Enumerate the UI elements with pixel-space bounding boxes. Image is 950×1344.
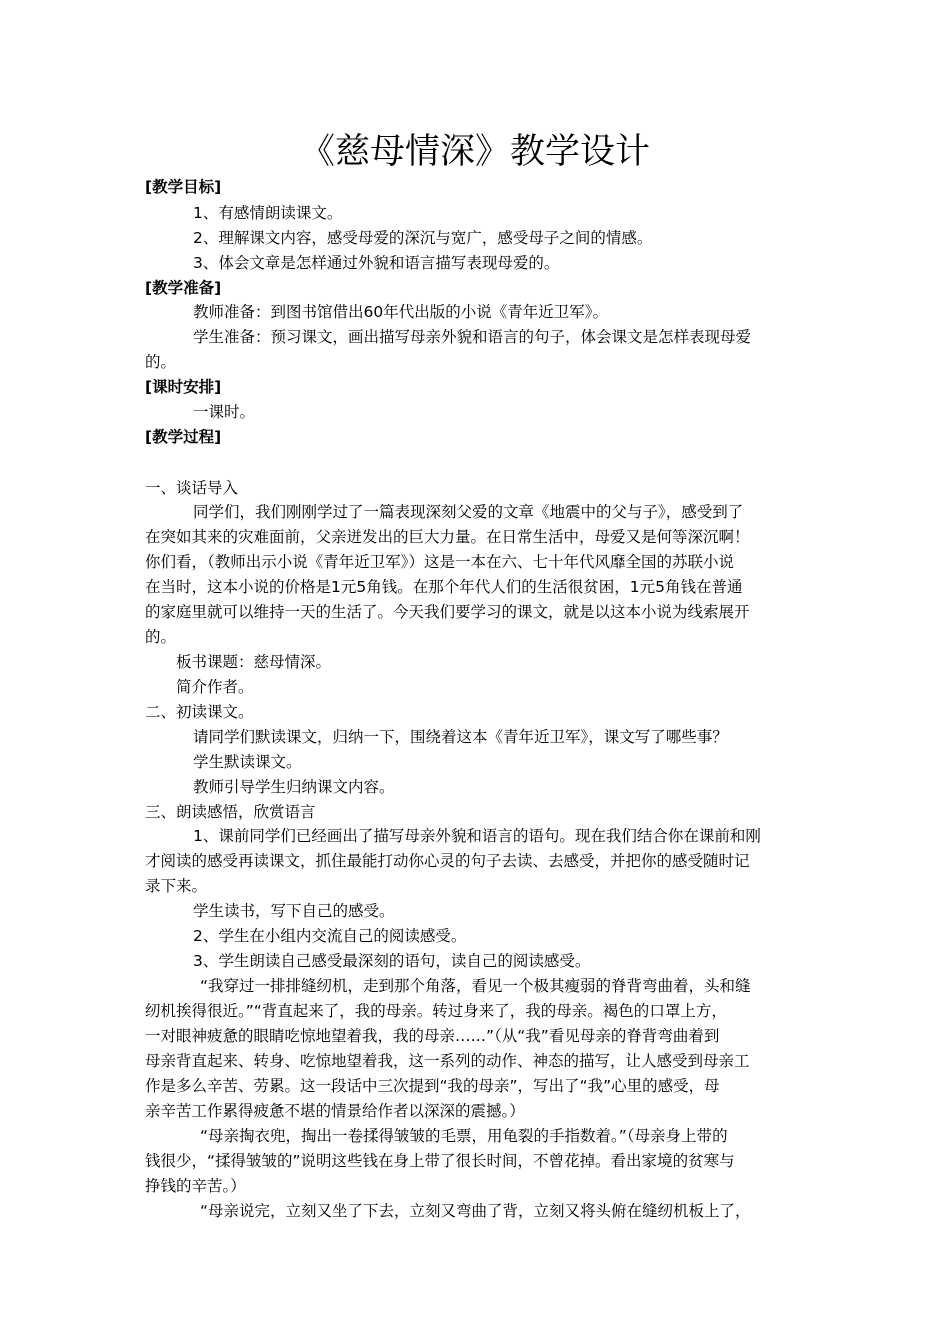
- prep-heading: [教学准备]: [145, 279, 222, 297]
- paragraph-line: 2、学生在小组内交流自己的阅读感受。: [193, 927, 467, 945]
- goal-item: 1、有感情朗读课文。: [193, 204, 343, 222]
- paragraph-line: 在突如其来的灾难面前，父亲迸发出的巨大力量。在日常生活中，母爱又是何等深沉啊！: [145, 528, 750, 546]
- paragraph-line: 你们看，（教师出示小说《青年近卫军》）这是一本在六、七十年代风靡全国的苏联小说: [145, 553, 735, 571]
- prep-student-line: 学生准备：预习课文，画出描写母亲外貌和语言的句子，体会课文是怎样表现母爱: [193, 328, 752, 346]
- author-intro: 简介作者。: [176, 678, 254, 696]
- quote-line: 钱很少，“揉得皱皱的”说明这些钱在身上带了很长时间，不曾花掉。看出家境的贫寒与: [145, 1152, 735, 1170]
- paragraph-line: 1、课前同学们已经画出了描写母亲外貌和语言的语句。现在我们结合你在课前和刚: [193, 827, 761, 845]
- page-title: 《慈母情深》教学设计: [299, 132, 650, 172]
- paragraph-line: 学生读书，写下自己的感受。: [193, 902, 395, 920]
- quote-line: 挣钱的辛苦。）: [145, 1177, 246, 1195]
- section-3-title: 三、朗读感悟，欣赏语言: [145, 803, 316, 821]
- paragraph-line: 录下来。: [145, 877, 208, 895]
- paragraph-line: 的家庭里就可以维持一天的生活了。今天我们要学习的课文，就是以这本小说为线索展开: [145, 603, 750, 621]
- quote-line: 作是多么辛苦、劳累。这一段话中三次提到“我的母亲”，写出了“我”心里的感受，母: [145, 1077, 720, 1095]
- goal-item: 2、理解课文内容，感受母爱的深沉与宽广，感受母子之间的情感。: [193, 229, 653, 247]
- section-2-title: 二、初读课文。: [145, 703, 254, 721]
- quote-line: 一对眼神疲惫的眼睛吃惊地望着我，我的母亲……”（从“我”看见母亲的脊背弯曲着到: [145, 1027, 720, 1045]
- quote-line: “我穿过一排排缝纫机，走到那个角落，看见一个极其瘦弱的脊背弯曲着，头和缝: [200, 977, 751, 995]
- quote-line: 纫机挨得很近。”“背直起来了，我的母亲。转过身来了，我的母亲。褐色的口罩上方，: [145, 1002, 727, 1020]
- schedule-heading: [课时安排]: [145, 378, 222, 396]
- section-1-title: 一、谈话导入: [145, 479, 239, 497]
- paragraph-line: 的。: [145, 628, 177, 646]
- quote-line: 母亲背直起来、转身、吃惊地望着我，这一系列的动作、神态的描写，让人感受到母亲工: [145, 1052, 750, 1070]
- goals-heading: [教学目标]: [145, 178, 222, 196]
- schedule-text: 一课时。: [193, 403, 256, 421]
- process-heading: [教学过程]: [145, 428, 222, 446]
- paragraph-line: 学生默读课文。: [193, 753, 302, 771]
- paragraph-line: 3、学生朗读自己感受最深刻的语句，读自己的阅读感受。: [193, 952, 591, 970]
- paragraph-line: 在当时，这本小说的价格是1元5角钱。在那个年代人们的生活很贫困，1元5角钱在普通: [145, 578, 743, 596]
- board-title: 板书课题：慈母情深。: [176, 653, 332, 671]
- prep-student-line: 的。: [145, 353, 177, 371]
- goal-item: 3、体会文章是怎样通过外貌和语言描写表现母爱的。: [193, 254, 560, 272]
- paragraph-line: 才阅读的感受再读课文，抓住最能打动你心灵的句子去读、去感受，并把你的感受随时记: [145, 852, 750, 870]
- paragraph-line: 请同学们默读课文，归纳一下，围绕着这本《青年近卫军》，课文写了哪些事？: [193, 728, 728, 746]
- quote-line: “母亲掏衣兜，掏出一卷揉得皱皱的毛票，用龟裂的手指数着。”（母亲身上带的: [200, 1127, 728, 1145]
- quote-line: 亲辛苦工作累得疲惫不堪的情景给作者以深深的震撼。）: [145, 1102, 525, 1120]
- quote-line: “母亲说完，立刻又坐了下去，立刻又弯曲了背，立刻又将头俯在缝纫机板上了，: [200, 1202, 751, 1220]
- paragraph-line: 教师引导学生归纳课文内容。: [193, 778, 395, 796]
- paragraph-line: 同学们，我们刚刚学过了一篇表现深刻父爱的文章《地震中的父与子》，感受到了: [193, 503, 744, 521]
- prep-teacher: 教师准备：到图书馆借出60年代出版的小说《青年近卫军》。: [193, 303, 608, 321]
